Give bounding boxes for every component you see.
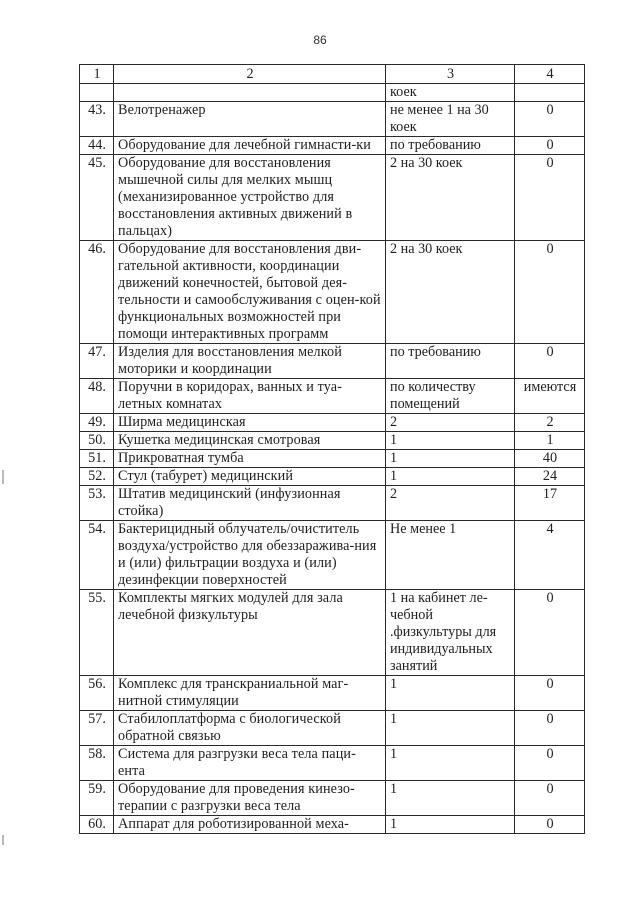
row-quantity: Не менее 1 [386, 521, 515, 590]
row-value: имеются [515, 379, 585, 414]
row-quantity: 2 [386, 414, 515, 432]
row-value: 0 [515, 816, 585, 834]
row-value: 4 [515, 521, 585, 590]
table-row [80, 155, 585, 241]
row-value: 2 [515, 414, 585, 432]
row-number: 53. [80, 486, 114, 521]
row-number: 45. [80, 155, 114, 241]
row-name: Кушетка медицинская смотровая [114, 432, 386, 450]
table-row [80, 102, 585, 137]
row-name: Ширма медицинская [114, 414, 386, 432]
table-row [80, 781, 585, 816]
row-quantity: 1 [386, 432, 515, 450]
row-name: Прикроватная тумба [114, 450, 386, 468]
table-row [80, 486, 585, 521]
row-quantity: по требованию [386, 344, 515, 379]
row-name: Оборудование для восстановления мышечной силы для мелких мышц (механизированное устройство для восстановления активных движений в пальцах) [114, 155, 386, 241]
row-quantity: 1 [386, 450, 515, 468]
row-name [114, 84, 386, 102]
row-value: 0 [515, 137, 585, 155]
table-row [80, 711, 585, 746]
row-name: Изделия для восстановления мелкой моторики и координации [114, 344, 386, 379]
row-name: Велотренажер [114, 102, 386, 137]
table-row [80, 137, 585, 155]
table-header-row [80, 65, 585, 84]
table-row [80, 521, 585, 590]
header-cell-name: 2 [114, 65, 386, 84]
row-value [515, 84, 585, 102]
table-row [80, 450, 585, 468]
table-row [80, 468, 585, 486]
row-name: Бактерицидный облучатель/очиститель воздуха/устройство для обеззаражива-ния и (или) фильтрации воздуха и (или) дезинфекции поверхностей [114, 521, 386, 590]
row-quantity: коек [386, 84, 515, 102]
row-name: Система для разгрузки веса тела паци-ента [114, 746, 386, 781]
row-number: 60. [80, 816, 114, 834]
row-quantity: 2 [386, 486, 515, 521]
row-value: 0 [515, 781, 585, 816]
row-number: 51. [80, 450, 114, 468]
row-value: 0 [515, 711, 585, 746]
row-name: Оборудование для восстановления дви-гательной активности, координации движений конечностей, бытовой дея-тельности и самообслуживания с оцен-кой функциональных возможностей при помощи интерактивных программ [114, 241, 386, 344]
page-number: 86 [313, 33, 327, 47]
table-row [80, 432, 585, 450]
row-number: 49. [80, 414, 114, 432]
table-row [80, 590, 585, 676]
row-value: 0 [515, 241, 585, 344]
scan-mark [2, 470, 4, 484]
row-value: 0 [515, 344, 585, 379]
row-quantity: 1 [386, 711, 515, 746]
row-quantity: 1 на кабинет ле-чебной .физкультуры для индивидуальных занятий [386, 590, 515, 676]
row-number: 47. [80, 344, 114, 379]
row-value: 0 [515, 676, 585, 711]
row-value: 0 [515, 746, 585, 781]
row-number: 57. [80, 711, 114, 746]
row-value: 1 [515, 432, 585, 450]
row-name: Оборудование для проведения кинезо-терапии с разгрузки веса тела [114, 781, 386, 816]
row-quantity: по требованию [386, 137, 515, 155]
table-row [80, 676, 585, 711]
row-value: 0 [515, 590, 585, 676]
table-row [80, 344, 585, 379]
row-quantity: 2 на 30 коек [386, 241, 515, 344]
row-number: 43. [80, 102, 114, 137]
row-name: Аппарат для роботизированной меха- [114, 816, 386, 834]
row-value: 0 [515, 102, 585, 137]
row-name: Стабилоплатформа с биологической обратной связью [114, 711, 386, 746]
table-row [80, 746, 585, 781]
row-number: 59. [80, 781, 114, 816]
row-number: 50. [80, 432, 114, 450]
row-quantity: 1 [386, 468, 515, 486]
row-quantity: не менее 1 на 30 коек [386, 102, 515, 137]
row-name: Оборудование для лечебной гимнасти-ки [114, 137, 386, 155]
row-name: Комплекс для транскраниальной маг-нитной стимуляции [114, 676, 386, 711]
table-row [80, 241, 585, 344]
row-number: 55. [80, 590, 114, 676]
header-cell-quantity: 3 [386, 65, 515, 84]
row-quantity: по количеству помещений [386, 379, 515, 414]
row-value: 17 [515, 486, 585, 521]
table-body [80, 65, 585, 834]
header-cell-value: 4 [515, 65, 585, 84]
row-name: Поручни в коридорах, ванных и туа-летных комнатах [114, 379, 386, 414]
row-name: Штатив медицинский (инфузионная стойка) [114, 486, 386, 521]
row-number: 58. [80, 746, 114, 781]
row-quantity: 1 [386, 781, 515, 816]
row-name: Комплекты мягких модулей для зала лечебной физкультуры [114, 590, 386, 676]
row-number: 56. [80, 676, 114, 711]
row-number: 46. [80, 241, 114, 344]
row-number: 52. [80, 468, 114, 486]
row-number: 54. [80, 521, 114, 590]
row-number [80, 84, 114, 102]
scan-mark [2, 835, 4, 845]
table-row [80, 414, 585, 432]
row-name: Стул (табурет) медицинский [114, 468, 386, 486]
row-value: 24 [515, 468, 585, 486]
table-row [80, 379, 585, 414]
row-number: 44. [80, 137, 114, 155]
row-value: 40 [515, 450, 585, 468]
table-row-continuation [80, 84, 585, 102]
row-quantity: 1 [386, 746, 515, 781]
row-quantity: 1 [386, 676, 515, 711]
row-quantity: 2 на 30 коек [386, 155, 515, 241]
equipment-table [79, 64, 585, 834]
row-value: 0 [515, 155, 585, 241]
table-row [80, 816, 585, 834]
row-number: 48. [80, 379, 114, 414]
header-cell-number: 1 [80, 65, 114, 84]
row-quantity: 1 [386, 816, 515, 834]
